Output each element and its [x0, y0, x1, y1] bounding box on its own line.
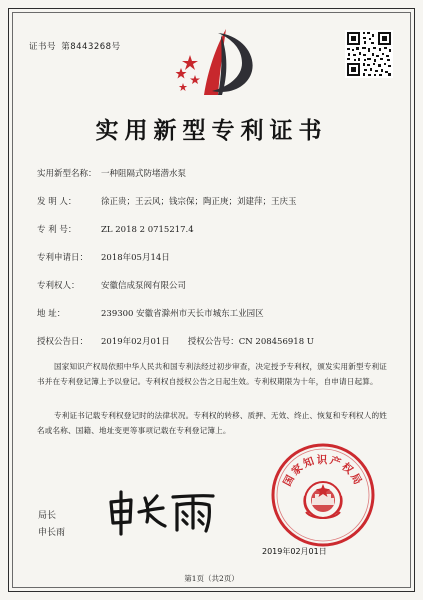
seal-emblem — [304, 482, 341, 518]
certificate-title: 实用新型专利证书 — [95, 117, 328, 144]
paragraph-legal-status: 专利证书记载专利权登记时的法律状况。专利权的转移、质押、无效、终止、恢复和专利权人的姓名或名称、国籍、地址变更等事项记载在专利登记簿上。 — [37, 411, 387, 435]
paragraph-grant-statement: 国家知识产权局依照中华人民共和国专利法经过初步审查，决定授予专利权，颁发实用新型专利证书并在专利登记簿上予以登记。专利权自授权公告之日起生效。专利权期限为十年，自申请日起算。 — [37, 362, 387, 386]
field-patentee — [37, 279, 186, 293]
qr-code-icon — [345, 30, 393, 78]
field-label: 授权公告号： — [187, 337, 239, 347]
field-value: 2018年05月14日 — [101, 253, 170, 263]
logo-star-4 — [179, 83, 187, 91]
seal-text: 国家知识产权局 — [281, 454, 365, 489]
logo-star-2 — [176, 68, 187, 79]
field-patent-number — [37, 223, 194, 237]
field-value: 一种阻隔式防堵潜水泵 — [101, 169, 187, 179]
certificate-number-prefix: 证书号 — [29, 42, 57, 52]
field-grant-row — [37, 335, 314, 349]
certificate-number — [29, 40, 125, 52]
field-application-date — [37, 251, 170, 265]
field-value: 239300 安徽省滁州市天长市城东工业园区 — [101, 309, 264, 319]
field-value: 安徽信成泵阀有限公司 — [101, 281, 187, 291]
field-label: 地 址： — [37, 309, 66, 319]
field-value-grant-number: CN 208456918 U — [238, 337, 314, 347]
official-seal-icon — [268, 440, 378, 550]
certificate-number-value: 第8443268号 — [61, 42, 121, 52]
field-utility-model-name — [37, 167, 186, 181]
field-label: 实用新型名称： — [37, 169, 97, 179]
cnipa-logo-icon — [168, 25, 260, 99]
field-label: 专 利 号： — [37, 225, 77, 235]
field-label: 授权公告日： — [37, 337, 89, 347]
director-title: 局长 — [38, 511, 57, 521]
field-label: 专利权人： — [37, 281, 80, 291]
logo-star-3 — [190, 75, 200, 84]
field-address — [37, 307, 264, 321]
field-value: 徐正贵；王云风；钱宗保；陶正庚；刘建萍；王庆玉 — [101, 197, 297, 207]
director-signature-icon — [105, 488, 220, 538]
field-value: ZL 2018 2 0715217.4 — [101, 225, 194, 235]
field-value-grant-date: 2019年02月01日 — [101, 337, 170, 347]
logo-star-1 — [182, 55, 198, 70]
field-label: 发 明 人： — [37, 197, 77, 207]
page-footer: 第1页（共2页） — [184, 574, 239, 583]
director-name: 申长雨 — [38, 528, 66, 538]
field-inventor — [37, 195, 297, 209]
issue-date: 2019年02月01日 — [262, 547, 327, 556]
field-label: 专利申请日： — [37, 253, 89, 263]
